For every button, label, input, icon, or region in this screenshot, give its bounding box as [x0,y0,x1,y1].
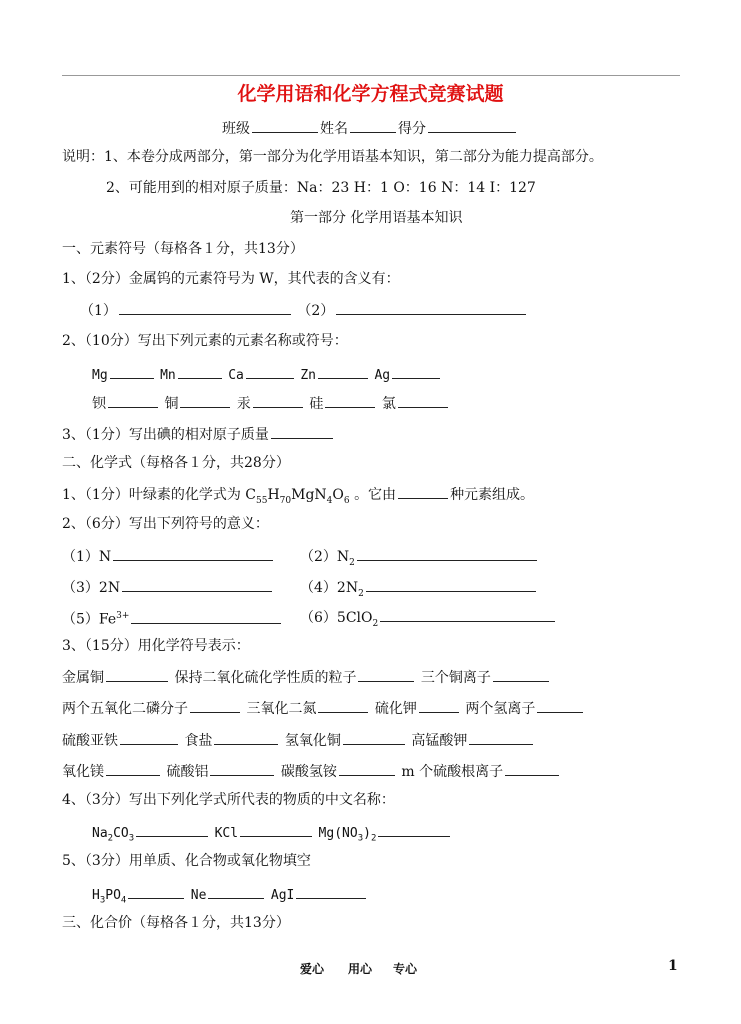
answer-blank[interactable] [136,822,208,837]
task-label: 氢氧化铜 [284,733,341,749]
symbol-meaning-row [300,546,539,572]
footer-text-3: 专心 [393,962,418,976]
answer-blank[interactable] [392,364,440,379]
s2-q1: 1、（1分）叶绿素的化学式为 $C_{55}H_{70}MgN_4O_6$ 。它由 种元素组成。 [62,484,534,510]
score-blank[interactable] [428,118,516,133]
symbol-meaning-row [62,607,283,629]
s1-q1-options [80,300,528,320]
symbol-item: （3）2N [62,580,121,596]
formula-sub: 2 [358,588,364,599]
formula-sub: 2 [372,618,379,629]
answer-blank[interactable] [357,546,537,561]
answer-blank[interactable] [469,730,533,745]
substance-type-row [92,884,368,910]
element-name: 钡 [92,396,106,412]
answer-blank[interactable] [108,393,158,408]
task-label: 硫化钾 [374,701,417,717]
answer-blank[interactable] [398,393,448,408]
header-fields [222,118,518,138]
answer-blank[interactable] [131,609,281,624]
answer-blank[interactable] [119,300,291,315]
section2-heading: 二、化学式（每格各１分，共28分） [62,455,290,471]
option-label: （1） [80,303,117,319]
answer-blank[interactable] [271,424,333,439]
answer-blank[interactable] [318,698,368,713]
answer-blank[interactable] [493,667,549,682]
page-title: 化学用语和化学方程式竞赛试题 [237,83,504,105]
task-label: 硫酸亚铁 [62,733,118,749]
answer-blank[interactable] [398,484,448,499]
answer-blank[interactable] [336,300,526,315]
answer-blank[interactable] [325,393,375,408]
symbol-item: （5）Fe [62,611,117,628]
answer-blank[interactable] [339,761,395,776]
answer-blank[interactable] [208,884,264,899]
formula: AgI [270,888,295,903]
footer-text-2: 用心 [348,962,373,976]
s2-q4: 4、（3分）写出下列化学式所代表的物质的中文名称： [62,792,395,808]
symbol-meaning-row [62,546,275,566]
answer-blank[interactable] [378,822,450,837]
task-label: 三个铜离子 [420,670,491,686]
part1-title: 第一部分 化学用语基本知识 [290,210,463,226]
answer-blank[interactable] [178,364,222,379]
class-blank[interactable] [252,118,318,133]
symbol-item: （6）5ClO [300,610,373,626]
symbol-task-row [62,761,561,781]
answer-blank[interactable] [128,884,184,899]
element-name: 汞 [236,396,251,412]
symbol-meaning-row [300,607,557,633]
answer-blank[interactable] [318,364,368,379]
instructions-line1: 说明：1、本卷分成两部分，第一部分为化学用语基本知识，第二部分为能力提高部分。 [62,149,603,165]
answer-blank[interactable] [246,364,294,379]
s1-q3 [62,424,335,444]
answer-blank[interactable] [537,698,583,713]
symbol-item: （2）N [300,549,350,565]
s1-q3-text: 3、（1分）写出碘的相对原子质量 [62,427,269,443]
symbol-item: （4）2N [300,580,359,596]
answer-blank[interactable] [106,761,160,776]
task-label: 金属铜 [62,670,104,686]
name-blank[interactable] [350,118,396,133]
s2-q3: 3、（15分）用化学符号表示： [62,638,250,654]
formula: $Mg(NO_3)_2$ [318,826,377,844]
answer-blank[interactable] [214,730,278,745]
task-label: 氧化镁 [62,764,104,780]
page-number: 1 [668,958,678,974]
instructions-line2: 2、可能用到的相对原子质量：Na：23 H：1 O：16 N：14 I：127 [106,180,536,196]
element-name: 铜 [164,396,179,412]
option-label: （2） [297,303,335,319]
answer-blank[interactable] [122,577,272,592]
element-symbol-row [92,364,442,385]
answer-blank[interactable] [190,698,240,713]
task-label: m 个硫酸根离子 [401,764,504,780]
task-label: 三氧化二氮 [246,701,317,717]
answer-blank[interactable] [180,393,230,408]
s2-q1-post: 种元素组成。 [450,487,535,503]
formula-sub: 4 [326,495,333,506]
answer-blank[interactable] [120,730,178,745]
answer-blank[interactable] [210,761,274,776]
task-label: 碳酸氢铵 [280,764,337,780]
s1-q1: 1、（2分）金属钨的元素符号为 W，其代表的含义有： [62,271,400,287]
task-label: 高锰酸钾 [411,733,468,749]
answer-blank[interactable] [343,730,405,745]
answer-blank[interactable] [296,884,366,899]
formula-sub: 6 [343,495,350,506]
element-name-row [92,393,450,413]
answer-blank[interactable] [253,393,303,408]
answer-blank[interactable] [366,577,536,592]
answer-blank[interactable] [505,761,559,776]
symbol-task-row [62,667,551,687]
task-label: 硫酸铝 [166,764,209,780]
element-symbol: Mg [92,368,108,383]
symbol-task-row [62,730,535,750]
formula: KCl [214,826,239,841]
s1-q2: 2、（10分）写出下列元素的元素名称或符号： [62,333,348,349]
element-symbol: Mn [160,368,176,383]
answer-blank[interactable] [358,667,414,682]
element-name: 氯 [381,396,396,412]
element-symbol: Ca [228,368,244,383]
s2-q5: 5、（3分）用单质、化合物或氧化物填空 [62,853,311,869]
s2-q1-pre: 1、（1分）叶绿素的化学式为 C [62,487,256,503]
symbol-task-row [62,698,585,718]
footer-text-1: 爱心 [300,962,325,976]
task-label: 保持二氧化硫化学性质的粒子 [174,670,357,686]
section1-heading: 一、元素符号（每格各１分，共13分） [62,241,304,257]
answer-blank[interactable] [380,607,555,622]
task-label: 食盐 [184,733,213,749]
answer-blank[interactable] [419,698,459,713]
formula: $H_3PO_4$ [92,888,127,906]
formula-sub: 55 [255,495,268,506]
formula-sub: 70 [279,495,292,506]
element-name: 硅 [309,396,324,412]
formula-sub: 2 [349,557,355,568]
formula: Ne [190,888,207,903]
symbol-meaning-row [62,577,274,597]
formula-sup: 3+ [116,611,130,621]
class-label: 班级 [222,121,250,137]
s2-q2: 2、（6分）写出下列符号的意义： [62,516,269,532]
answer-blank[interactable] [113,546,273,561]
formula: $Na_2CO_3$ [92,826,135,844]
symbol-item: （1）N [62,549,112,565]
element-symbol: Ag [374,368,391,383]
score-label: 得分 [398,121,426,137]
name-label: 姓名 [320,121,348,137]
element-symbol: Zn [300,368,316,383]
task-label: 两个氢离子 [465,701,536,717]
symbol-meaning-row [300,577,538,603]
answer-blank[interactable] [110,364,154,379]
s2-q1-mid: 。它由 [354,487,397,503]
answer-blank[interactable] [106,667,168,682]
answer-blank[interactable] [240,822,312,837]
top-rule [62,75,680,76]
formula-name-row [92,822,452,848]
section3-heading: 三、化合价（每格各１分，共13分） [62,915,290,931]
task-label: 两个五氧化二磷分子 [62,701,188,717]
